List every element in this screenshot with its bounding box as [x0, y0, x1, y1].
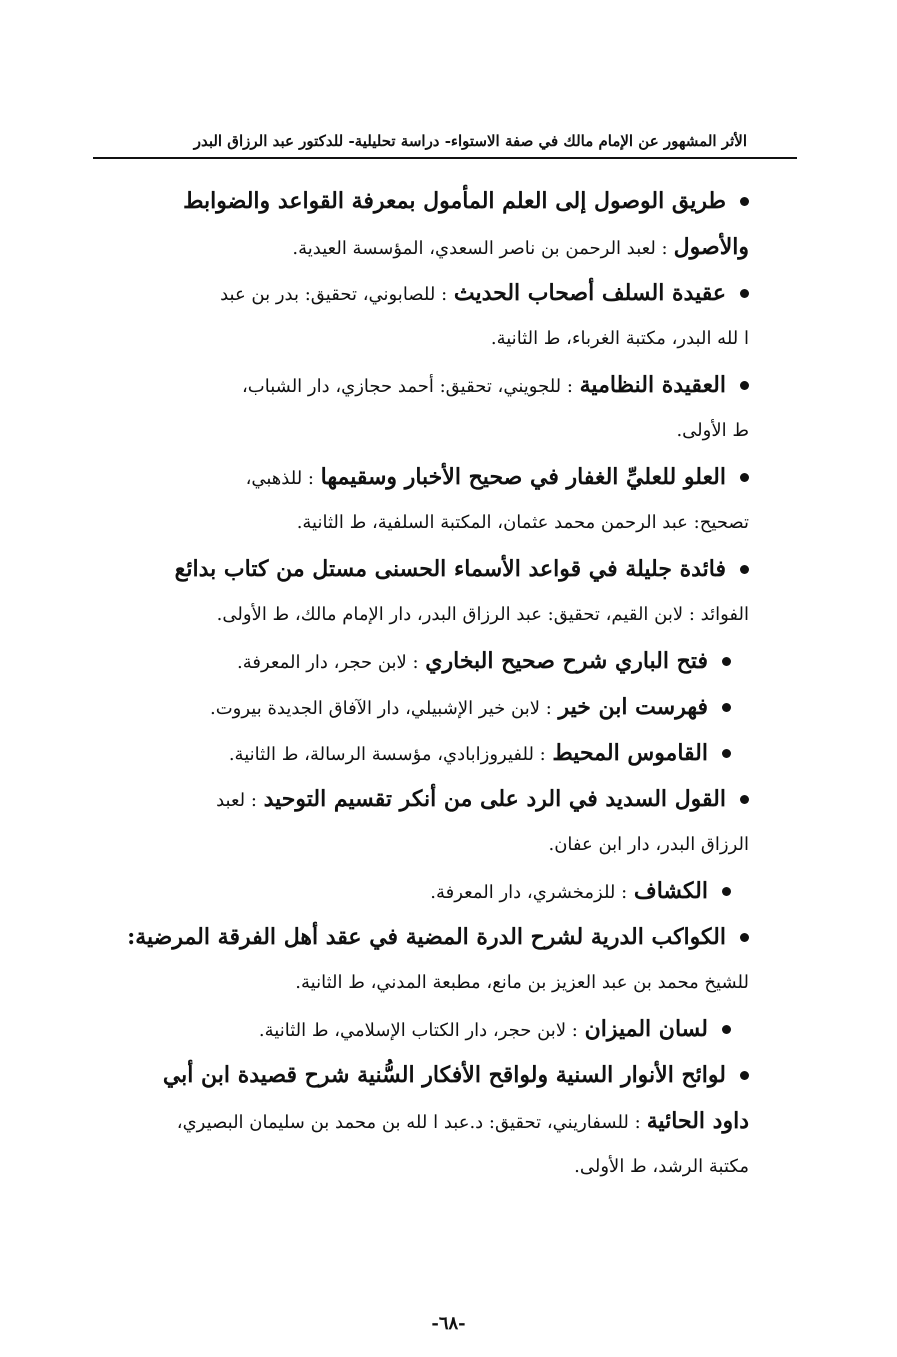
- entry-title: فتح الباري شرح صحيح البخاري: [425, 648, 708, 674]
- entry-details: الفوائد : لابن القيم، تحقيق: عبد الرزاق البدر، دار الإمام مالك، ط الأولى.: [216, 604, 749, 625]
- entry-details: : للصابوني، تحقيق: بدر بن عبد: [220, 284, 448, 305]
- bullet-icon: [740, 381, 749, 390]
- entry-line: [92, 1144, 749, 1190]
- entry-line: [92, 500, 749, 546]
- entry-line: [92, 1006, 749, 1052]
- bibliography-entry: [92, 362, 749, 454]
- bullet-icon: [740, 795, 749, 804]
- bibliography-entry: [92, 776, 749, 868]
- page-number: -٦٨-: [431, 1313, 466, 1334]
- entry-line: [92, 1052, 749, 1098]
- entry-title: العلو للعليِّ الغفار في صحيح الأخبار وسقيمها: [320, 464, 726, 490]
- entry-line: [92, 316, 749, 362]
- bibliography-entry: [92, 454, 749, 546]
- entry-details: : للفيروزابادي، مؤسسة الرسالة، ط الثانية.: [228, 744, 546, 765]
- entry-details: : لعبد الرحمن بن ناصر السعدي، المؤسسة العيدية.: [292, 238, 668, 259]
- entry-details: : للذهبي،: [245, 468, 314, 489]
- entry-line: [92, 224, 749, 270]
- bullet-icon: [722, 703, 731, 712]
- entry-title: فهرست ابن خير: [558, 694, 708, 720]
- entry-title: القاموس المحيط: [552, 740, 708, 766]
- bibliography-entry: [92, 270, 749, 362]
- entry-line: [92, 454, 749, 500]
- bullet-icon: [740, 933, 749, 942]
- entry-details: : لابن حجر، دار الكتاب الإسلامي، ط الثانية.: [258, 1020, 578, 1041]
- entry-line: [92, 1098, 749, 1144]
- entry-details: ط الأولى.: [676, 420, 749, 441]
- entry-details: : للسفاريني، تحقيق: د.عبد ا لله بن محمد بن سليمان البصيري،: [176, 1112, 641, 1133]
- bullet-icon: [722, 887, 731, 896]
- entry-line: [92, 546, 749, 592]
- entry-title: طريق الوصول إلى العلم المأمول بمعرفة القواعد والضوابط: [183, 188, 726, 214]
- bullet-icon: [740, 565, 749, 574]
- running-header: الأثر المشهور عن الإمام مالك في صفة الاستواء- دراسة تحليلية- للدكتور عبد الرزاق البدر: [193, 132, 747, 150]
- entry-details: مكتبة الرشد، ط الأولى.: [574, 1156, 749, 1177]
- bullet-icon: [722, 749, 731, 758]
- entry-line: [92, 868, 749, 914]
- entry-line: [92, 684, 749, 730]
- entry-line: [92, 270, 749, 316]
- entry-details: ا لله البدر، مكتبة الغرباء، ط الثانية.: [490, 328, 749, 349]
- entry-title: الكشاف: [633, 878, 708, 904]
- entry-details: تصحيح: عبد الرحمن محمد عثمان، المكتبة السلفية، ط الثانية.: [296, 512, 749, 533]
- bullet-icon: [740, 289, 749, 298]
- entry-line: [92, 362, 749, 408]
- entry-line: [92, 730, 749, 776]
- bullet-icon: [740, 197, 749, 206]
- entry-details: : للزمخشري، دار المعرفة.: [430, 882, 628, 903]
- entry-details: الرزاق البدر، دار ابن عفان.: [548, 834, 749, 855]
- entry-line: [92, 178, 749, 224]
- bullet-icon: [722, 1025, 731, 1034]
- bibliography-entry: [92, 868, 749, 914]
- bullet-icon: [740, 473, 749, 482]
- entry-details: : لابن حجر، دار المعرفة.: [237, 652, 419, 673]
- bullet-icon: [740, 1071, 749, 1080]
- entry-title: العقيدة النظامية: [579, 372, 726, 398]
- entry-details: : للجويني، تحقيق: أحمد حجازي، دار الشباب،: [241, 376, 573, 397]
- entry-title: عقيدة السلف أصحاب الحديث: [453, 280, 726, 306]
- entry-title: الكواكب الدرية لشرح الدرة المضية في عقد أهل الفرقة المرضية:: [127, 924, 726, 950]
- bibliography-entry: [92, 638, 749, 684]
- entry-line: [92, 592, 749, 638]
- entry-line: [92, 914, 749, 960]
- bibliography-entry: [92, 684, 749, 730]
- entry-title: فائدة جليلة في قواعد الأسماء الحسنى مستل من كتاب بدائع: [174, 556, 726, 582]
- entry-title: لسان الميزان: [584, 1016, 708, 1042]
- entry-title: لوائح الأنوار السنية ولواقح الأفكار السُّنية شرح قصيدة ابن أبي: [162, 1062, 726, 1088]
- entry-line: [92, 638, 749, 684]
- entry-details: : لعبد: [216, 790, 257, 811]
- entry-title: داود الحائية: [646, 1108, 749, 1134]
- bibliography-list: [92, 178, 749, 1190]
- bibliography-entry: [92, 546, 749, 638]
- entry-details: للشيخ محمد بن عبد العزيز بن مانع، مطبعة المدني، ط الثانية.: [295, 972, 749, 993]
- entry-title: والأصول: [673, 234, 749, 260]
- bibliography-entry: [92, 914, 749, 1006]
- bibliography-entry: [92, 178, 749, 270]
- entry-details: : لابن خير الإشبيلي، دار الآفاق الجديدة بيروت.: [210, 698, 552, 719]
- entry-title: القول السديد في الرد على من أنكر تقسيم التوحيد: [263, 786, 726, 812]
- header-divider: [93, 157, 797, 159]
- entry-line: [92, 408, 749, 454]
- bullet-icon: [722, 657, 731, 666]
- bibliography-entry: [92, 1052, 749, 1190]
- entry-line: [92, 960, 749, 1006]
- bibliography-entry: [92, 1006, 749, 1052]
- entry-line: [92, 776, 749, 822]
- entry-line: [92, 822, 749, 868]
- bibliography-entry: [92, 730, 749, 776]
